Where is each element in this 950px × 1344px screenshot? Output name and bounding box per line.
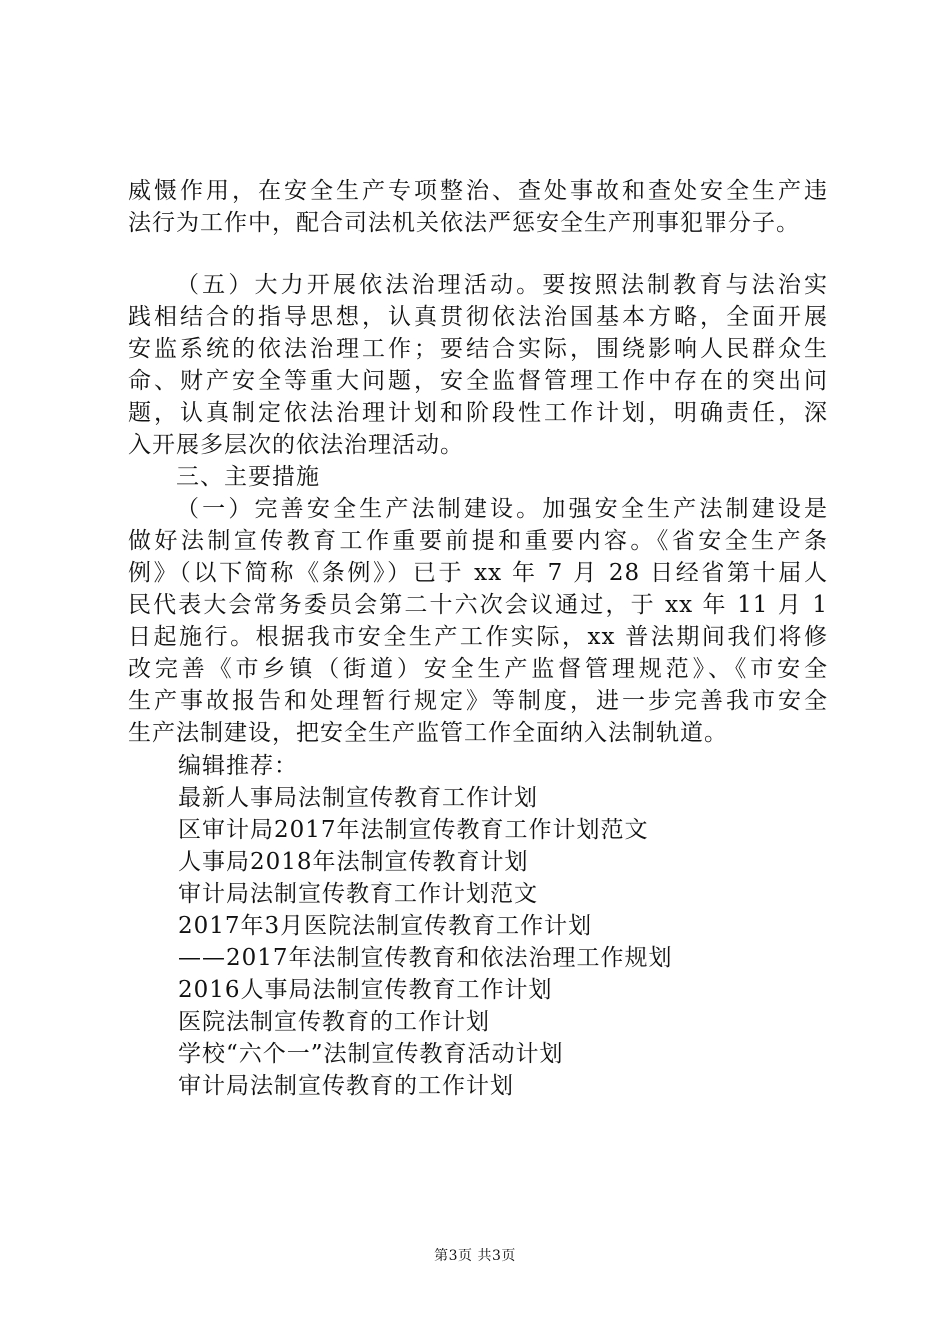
body-line: （一）完善安全生产法制建设。加强安全生产法制建设是 [176,496,828,522]
body-line: （五）大力开展依法治理活动。要按照法制教育与法治实 [176,272,828,298]
body-line: 日起施行。根据我市安全生产工作实际，xx 普法期间我们将修 [128,624,828,650]
recommend-link[interactable]: 审计局法制宣传教育的工作计划 [178,1073,514,1099]
body-line: 威慑作用，在安全生产专项整治、查处事故和查处安全生产违 [128,178,828,204]
body-line: 命、财产安全等重大问题，安全监督管理工作中存在的突出问 [128,368,828,394]
body-line: 生产事故报告和处理暂行规定》等制度，进一步完善我市安全 [128,688,828,714]
body-line: 践相结合的指导思想，认真贯彻依法治国基本方略，全面开展 [128,304,828,330]
recommend-link[interactable]: 审计局法制宣传教育工作计划范文 [178,881,538,907]
recommend-link[interactable]: 最新人事局法制宣传教育工作计划 [178,785,538,811]
body-line: 例》（以下简称《条例》）已于 xx 年 7 月 28 日经省第十届人 [128,560,828,586]
body-line: 题，认真制定依法治理计划和阶段性工作计划，明确责任，深 [128,400,828,426]
body-line: 改完善《市乡镇（街道）安全生产监督管理规范》、《市安全 [128,656,828,682]
recommend-link[interactable]: 2016人事局法制宣传教育工作计划 [178,977,553,1003]
recommend-link[interactable]: 2017年3月医院法制宣传教育工作计划 [178,913,593,939]
recommend-link[interactable]: 学校“六个一”法制宣传教育活动计划 [178,1041,564,1067]
recommend-link[interactable]: 区审计局2017年法制宣传教育工作计划范文 [178,817,649,843]
page-footer: 第3页 共3页 [434,1248,516,1264]
recommend-link[interactable]: 医院法制宣传教育的工作计划 [178,1009,490,1035]
body-line: 民代表大会常务委员会第二十六次会议通过，于 xx 年 11 月 1 [128,592,828,618]
body-line: 做好法制宣传教育工作重要前提和重要内容。《省安全生产条 [128,528,828,554]
body-line: 入开展多层次的依法治理活动。 [128,432,464,458]
recommend-label: 编辑推荐： [178,753,298,779]
recommend-link[interactable]: 人事局2018年法制宣传教育计划 [178,849,529,875]
body-line: 法行为工作中，配合司法机关依法严惩安全生产刑事犯罪分子。 [128,210,800,236]
body-line: 生产法制建设，把安全生产监管工作全面纳入法制轨道。 [128,720,728,746]
recommend-link[interactable]: ——2017年法制宣传教育和依法治理工作规划 [178,945,673,971]
section-heading: 三、主要措施 [176,464,320,490]
body-line: 安监系统的依法治理工作；要结合实际，围绕影响人民群众生 [128,336,828,362]
